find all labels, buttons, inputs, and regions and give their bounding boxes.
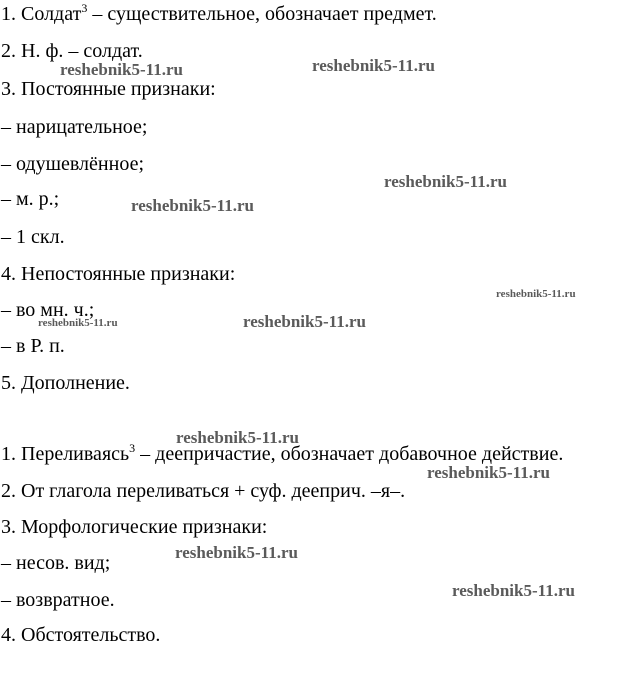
watermark: reshebnik5-11.ru — [452, 581, 575, 600]
word-perelivayas: 1. Переливаясь — [1, 443, 130, 465]
watermark: reshebnik5-11.ru — [176, 428, 299, 447]
watermark: reshebnik5-11.ru — [312, 56, 435, 75]
line-adverbial: 4. Обстоятельство. — [1, 624, 161, 646]
line-variable-features: 4. Непостоянные признаки: — [1, 263, 236, 285]
watermark: reshebnik5-11.ru — [243, 312, 366, 331]
superscript: 3 — [81, 1, 88, 15]
watermark: reshebnik5-11.ru — [175, 543, 298, 562]
word-soldat: 1. Солдат — [1, 3, 82, 25]
line-plural: – во мн. ч.; — [1, 299, 95, 321]
line-morph-features: 3. Морфологические признаки: — [1, 516, 268, 538]
superscript: 3 — [129, 441, 136, 455]
line-text: – существительное, обозначает предмет. — [87, 3, 437, 25]
watermark: reshebnik5-11.ru — [131, 196, 254, 215]
line-constant-features: 3. Постоянные признаки: — [1, 78, 216, 100]
line-syntactic-role: 5. Дополнение. — [1, 372, 130, 394]
line-gender: – м. р.; — [1, 188, 60, 210]
line-case: – в Р. п. — [1, 335, 65, 357]
line-common-noun: – нарицательное; — [1, 116, 148, 138]
line-animate: – одушевлённое; — [1, 153, 144, 175]
line-text: – деепричастие, обозначает добавочное действие. — [135, 443, 564, 465]
watermark: reshebnik5-11.ru — [38, 317, 118, 329]
line-soldat-pos — [1, 2, 437, 26]
line-derivation: 2. От глагола переливаться + суф. дееприч. –я–. — [1, 480, 406, 502]
watermark: reshebnik5-11.ru — [60, 60, 183, 79]
line-initial-form: 2. Н. ф. – солдат. — [1, 40, 143, 62]
line-declension: – 1 скл. — [1, 226, 65, 248]
line-reflexive: – возвратное. — [1, 589, 115, 611]
watermark: reshebnik5-11.ru — [496, 288, 576, 300]
watermark: reshebnik5-11.ru — [384, 172, 507, 191]
line-aspect: – несов. вид; — [1, 552, 111, 574]
watermark: reshebnik5-11.ru — [427, 463, 550, 482]
